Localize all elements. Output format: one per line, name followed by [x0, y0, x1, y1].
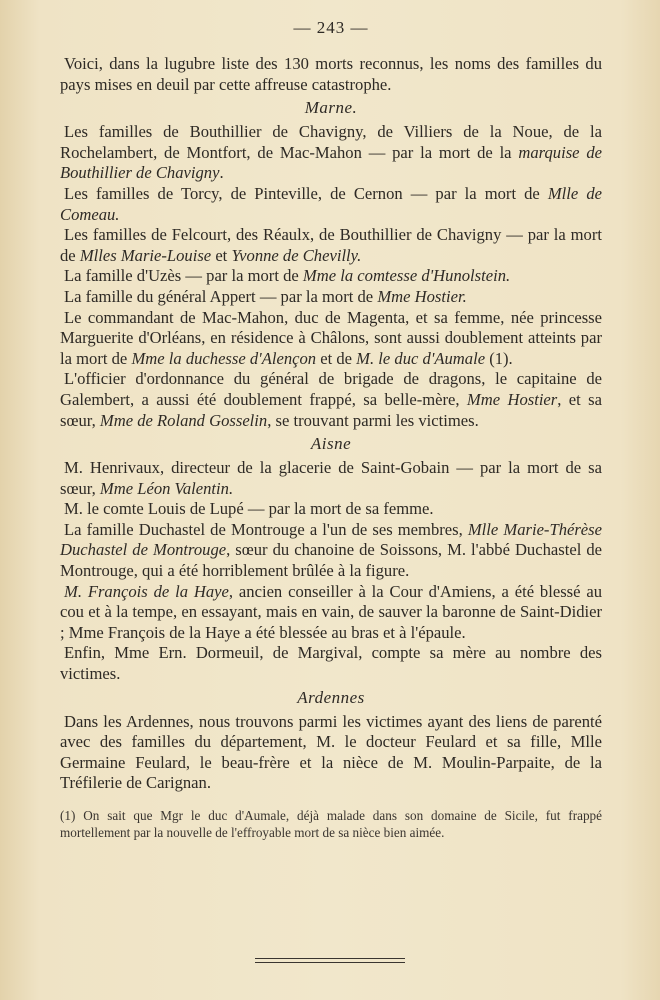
section-heading-aisne: Aisne [310, 434, 352, 454]
section-heading-marne: Marne. [304, 98, 358, 118]
paragraph: La famille d'Uzès — par la mort de Mme la comtesse d'Hunolstein. [64, 266, 511, 286]
paragraph: M. le comte Louis de Lupé — par la mort de sa femme. [64, 499, 434, 519]
paragraph: Les familles de Torcy, de Pinteville, de Cernon — par la mort de Mlle de Comeau. [60, 183, 602, 224]
paragraph: M. Henrivaux, directeur de la glacerie de Saint-Gobain — par la mort de sa sœur, Mme Léon Valentin. [60, 458, 602, 498]
paragraph: La famille du général Appert — par la mort de Mme Hostier. [64, 286, 467, 306]
paragraph: L'officier d'ordonnance du général de brigade de dragons, le capitaine de Galembert, a aussi été doublement frappé, sa belle-mère, Mme Hostier, et sa sœur, Mme de Roland Gosselin, se trouvant parmi les victimes. [60, 369, 602, 430]
section-heading-ardennes: Ardennes [297, 687, 365, 707]
paragraph: M. François de la Haye, ancien conseiller à la Cour d'Amiens, a été blessé au cou et à la tempe, en essayant, mais en vain, de sauver la baronne de Saint-Didier ; Mme François de la Haye a été blessée au bras et à l'épaule. [60, 581, 602, 642]
paragraph: Enfin, Mme Ern. Dormeuil, de Margival, compte sa mère au nombre des victimes. [60, 643, 602, 684]
footnote: (1) On sait que Mgr le duc d'Aumale, déjà malade dans son domaine de Sicile, fut frappé mortellement par la nouvelle de l'effroyable mort de sa nièce bien aimée. [60, 808, 602, 840]
paragraph: La famille Duchastel de Montrouge a l'un de ses membres, Mlle Marie-Thérèse Duchastel de Montrouge, sœur du chanoine de Soissons, M. l'abbé Duchastel de Montrouge, qui a été horriblement brûlée à la figure. [60, 519, 602, 581]
footer-double-rule [255, 958, 405, 963]
page-number: — 243 — [293, 18, 369, 37]
paragraph: Dans les Ardennes, nous trouvons parmi les victimes ayant des liens de parenté avec des familles du département, M. le docteur Feulard et sa fille, Mlle Germaine Feulard, le beau-frère et la nièce de M. Moulin-Parpaite, de la Tréfilerie de Carignan. [60, 711, 602, 793]
intro-paragraph: Voici, dans la lugubre liste des 130 morts reconnus, les noms des familles du pays mises en deuil par cette affreuse catastrophe. [60, 54, 602, 94]
paragraph: Les familles de Felcourt, des Réaulx, de Bouthillier de Chavigny — par la mort de Mlles Marie-Louise et Yvonne de Chevilly. [60, 225, 602, 265]
paragraph: Le commandant de Mac-Mahon, duc de Magenta, et sa femme, née princesse Marguerite d'Orléans, en résidence à Châlons, sont aussi doublement atteints par la mort de Mme la duchesse d'Alençon et de M. le duc d'Aumale (1). [60, 307, 602, 368]
paragraph: Les familles de Bouthillier de Chavigny, de Villiers de la Noue, de la Rochelambert, de Montfort, de Mac-Mahon — par la mort de la marquise de Bouthillier de Chavigny. [60, 122, 603, 183]
